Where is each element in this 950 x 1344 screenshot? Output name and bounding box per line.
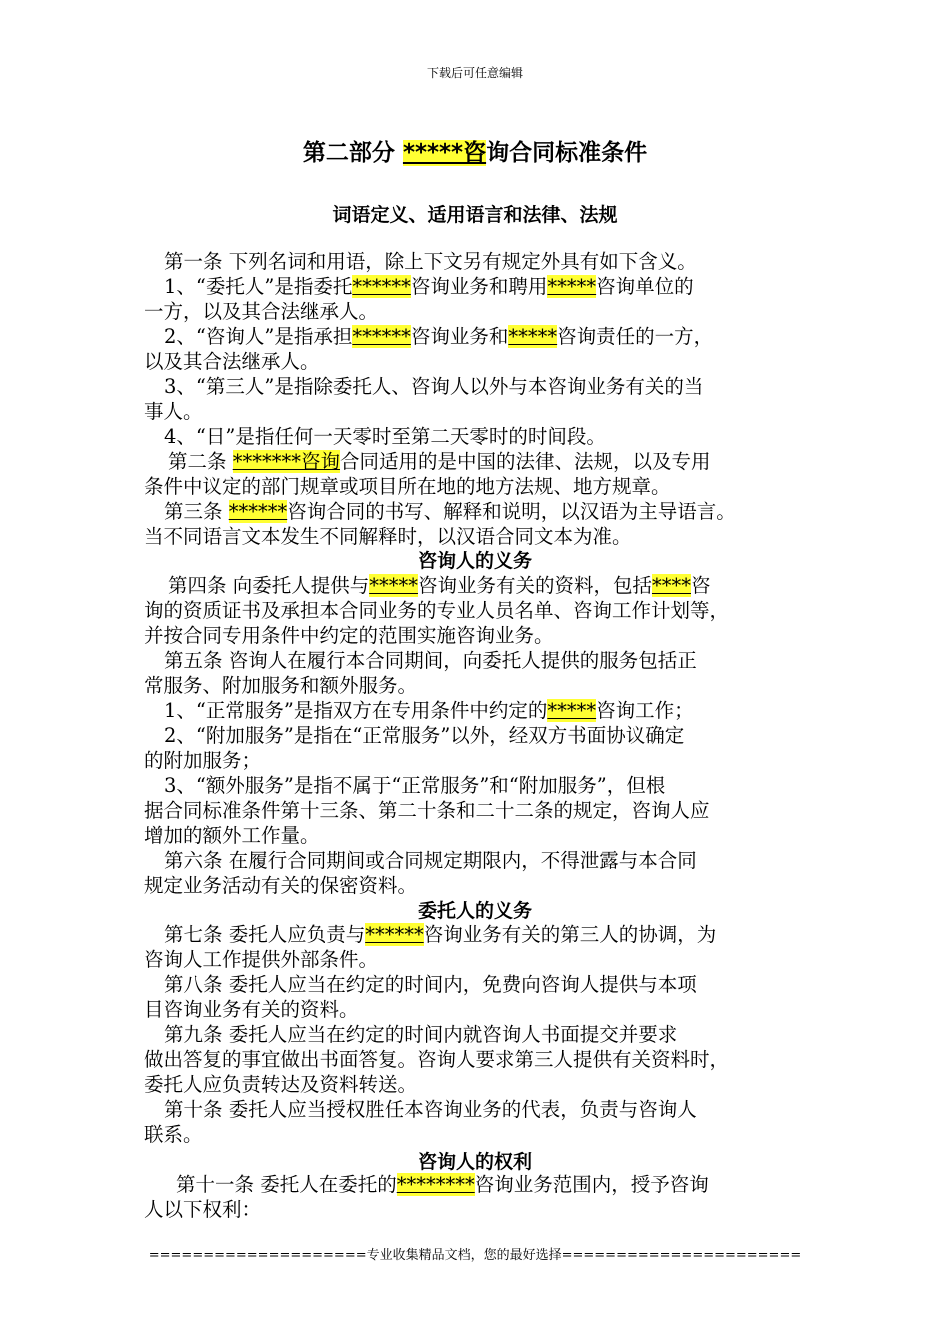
text-segment: 目咨询业务有关的资料。 <box>144 998 359 1021</box>
text-line <box>144 1198 261 1222</box>
text-line <box>168 450 710 474</box>
text-segment: 人以下权利： <box>144 1198 262 1221</box>
text-line <box>144 874 417 898</box>
text-segment: 3、“额外服务”是指不属于“正常服务”和“附加服务”，但根 <box>164 774 666 797</box>
text-line <box>144 824 320 848</box>
text-line <box>164 973 697 997</box>
text-segment: 1、“正常服务”是指双方在专用条件中约定的 <box>164 699 548 722</box>
text-segment: 第七条 委托人应负责与 <box>164 923 366 946</box>
text-segment: 咨询业务范围内，授予咨询 <box>474 1173 709 1196</box>
text-segment: 第一条 下列名词和用语，除上下文另有规定外具有如下含义。 <box>164 250 697 273</box>
highlighted-text: ****** <box>352 325 411 348</box>
text-line <box>144 599 729 623</box>
text-segment: 联系。 <box>144 1123 203 1146</box>
text-line <box>144 749 261 773</box>
text-line <box>144 1123 203 1147</box>
highlighted-text: ****** <box>352 275 411 298</box>
section-subtitle: 词语定义、适用语言和法律、法规 <box>332 204 618 226</box>
document-title <box>0 134 950 167</box>
text-segment: 的附加服务； <box>144 749 262 772</box>
text-line <box>144 1048 729 1072</box>
text-segment: 第九条 委托人应当在约定的时间内就咨询人书面提交并要求 <box>164 1023 678 1046</box>
text-segment: 询的资质证书及承担本合同业务的专业人员名单、咨询工作计划等， <box>144 599 730 622</box>
highlighted-text: ****** <box>365 923 424 946</box>
section-heading-consultant-rights: 咨询人的权利 <box>417 1151 532 1173</box>
page-header: 下载后可任意编辑 <box>426 66 523 80</box>
text-segment: 第五条 咨询人在履行本合同期间，向委托人提供的服务包括正 <box>164 649 697 672</box>
text-segment: 事人。 <box>144 400 203 423</box>
text-line <box>144 300 378 324</box>
highlighted-text: ******** <box>396 1173 475 1196</box>
text-line <box>164 425 606 449</box>
text-segment: 咨 <box>690 574 711 597</box>
text-line <box>164 923 716 947</box>
text-line <box>176 1173 709 1197</box>
text-line <box>164 699 694 723</box>
text-line <box>144 799 710 823</box>
text-line <box>144 998 359 1022</box>
text-segment: 第八条 委托人应当在约定的时间内，免费向咨询人提供与本项 <box>164 973 697 996</box>
text-segment: 第三条 <box>164 500 229 523</box>
text-segment: 以及其合法继承人。 <box>144 350 320 373</box>
text-segment: 3、“第三人”是指除委托人、咨询人以外与本咨询业务有关的当 <box>164 375 704 398</box>
text-segment: 规定业务活动有关的保密资料。 <box>144 874 418 897</box>
text-segment: 2、“附加服务”是指在“正常服务”以外，经双方书面协议确定 <box>164 724 685 747</box>
text-line <box>164 774 665 798</box>
text-line <box>164 325 713 349</box>
text-line <box>164 500 736 524</box>
text-line <box>144 400 203 424</box>
text-segment: 1、“委托人”是指委托 <box>164 275 353 298</box>
text-line <box>164 724 684 748</box>
title-highlight: *****咨 <box>402 140 487 166</box>
text-line <box>164 275 694 299</box>
text-line <box>164 1023 677 1047</box>
highlighted-text: ****** <box>228 500 288 523</box>
highlighted-text: ***** <box>547 699 597 722</box>
text-segment: 第六条 在履行合同期间或合同规定期限内，不得泄露与本合同 <box>164 849 697 872</box>
section-heading-consultant-duties: 咨询人的义务 <box>417 550 532 572</box>
title-suffix: 询合同标准条件 <box>486 140 648 166</box>
text-line <box>144 624 554 648</box>
text-line <box>164 375 703 399</box>
text-segment: 咨询单位的 <box>596 275 694 298</box>
text-line <box>144 475 671 499</box>
text-segment: 咨询责任的一方， <box>557 325 714 348</box>
text-segment: 据合同标准条件第十三条、第二十条和二十二条的规定，咨询人应 <box>144 799 710 822</box>
text-segment: 委托人应负责转达及资料转送。 <box>144 1073 418 1096</box>
text-segment: 咨询业务和聘用 <box>410 275 548 298</box>
text-segment: 第二条 <box>168 450 233 473</box>
text-segment: 咨询业务和 <box>410 325 509 348</box>
text-line <box>164 250 697 274</box>
text-line <box>168 574 710 598</box>
text-segment: 当不同语言文本发生不同解释时，以汉语合同文本为准。 <box>144 525 632 548</box>
text-line <box>144 674 417 698</box>
text-segment: 一方，以及其合法继承人。 <box>144 300 379 323</box>
text-segment: 2、“咨询人”是指承担 <box>164 325 353 348</box>
text-segment: 常服务、附加服务和额外服务。 <box>144 674 418 697</box>
highlighted-text: ***** <box>547 275 597 298</box>
text-segment: 4、“日”是指任何一天零时至第二天零时的时间段。 <box>164 425 606 448</box>
highlighted-text: **** <box>651 574 691 597</box>
highlighted-text: ***** <box>508 325 558 348</box>
text-line <box>144 350 320 374</box>
text-segment: 第四条 向委托人提供与 <box>168 574 370 597</box>
text-segment: 咨询业务有关的资料，包括 <box>417 574 652 597</box>
text-segment: 做出答复的事宜做出书面答复。咨询人要求第三人提供有关资料时， <box>144 1048 730 1071</box>
page-footer: ====================专业收集精品文档，您的最好选择====================== <box>148 1248 802 1263</box>
title-prefix: 第二部分 <box>302 140 403 166</box>
text-segment: 条件中议定的部门规章或项目所在地的地方法规、地方规章。 <box>144 475 671 498</box>
text-line <box>164 649 697 673</box>
text-line <box>144 1073 417 1097</box>
text-line <box>164 1098 697 1122</box>
text-line <box>144 948 378 972</box>
text-line <box>164 849 697 873</box>
text-segment: 咨询合同的书写、解释和说明，以汉语为主导语言。 <box>287 500 736 523</box>
highlighted-text: ***** <box>369 574 418 597</box>
text-segment: 第十一条 委托人在委托的 <box>176 1173 397 1196</box>
text-segment: 咨询业务有关的第三人的协调，为 <box>423 923 717 946</box>
text-segment: 增加的额外工作量。 <box>144 824 320 847</box>
highlighted-text: *******咨询 <box>232 450 340 473</box>
text-segment: 第十条 委托人应当授权胜任本咨询业务的代表，负责与咨询人 <box>164 1098 697 1121</box>
section-heading-client-duties: 委托人的义务 <box>417 900 532 922</box>
text-segment: 咨询人工作提供外部条件。 <box>144 948 379 971</box>
text-segment: 合同适用的是中国的法律、法规，以及专用 <box>339 450 711 473</box>
text-segment: 并按合同专用条件中约定的范围实施咨询业务。 <box>144 624 554 647</box>
text-segment: 咨询工作； <box>596 699 694 722</box>
